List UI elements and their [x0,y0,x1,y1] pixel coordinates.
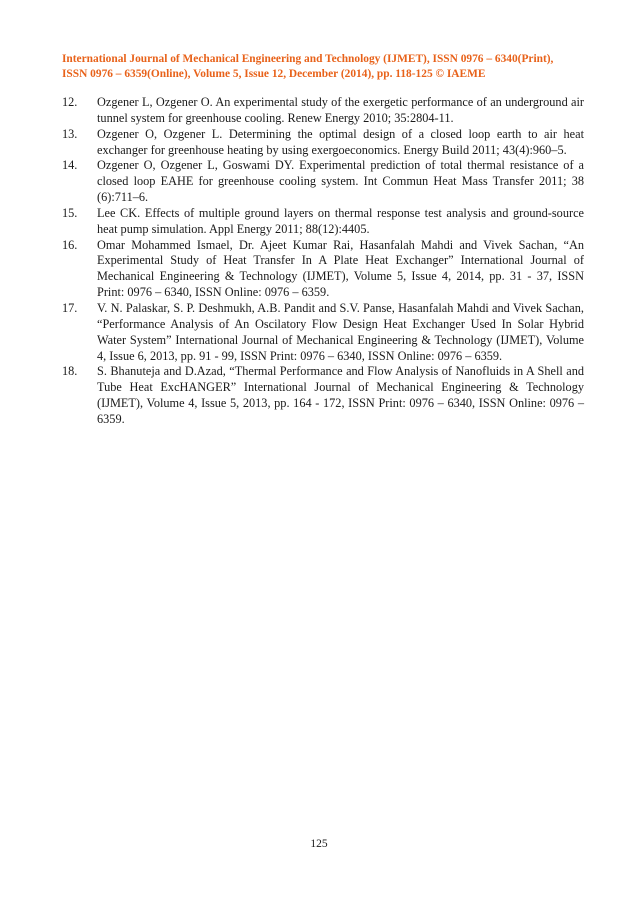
reference-number: 13. [62,126,78,141]
reference-text: Ozgener O, Ozgener L, Goswami DY. Experimental prediction of total thermal resistance of a closed loop EAHE for greenhouse cooling system. Int Commun Heat Mass Transfer 2011; 38 (6):711–6. [97,158,584,205]
reference-text: Omar Mohammed Ismael, Dr. Ajeet Kumar Rai, Hasanfalah Mahdi and Vivek Sachan, “An Experimental Study of Heat Transfer In A Plate Heat Exchanger” International Journal of Mechanical Engineering & Technology (IJMET), Volume 5, Issue 4, 2014, pp. 31 - 37, ISSN Print: 0976 – 6340, ISSN Online: 0976 – 6359. [97,237,584,300]
reference-text: Ozgener L, Ozgener O. An experimental study of the exergetic performance of an underground air tunnel system for greenhouse cooling. Renew Energy 2010; 35:2804-11. [97,95,584,125]
reference-item [62,95,584,127]
reference-text: V. N. Palaskar, S. P. Deshmukh, A.B. Pandit and S.V. Panse, Hasanfalah Mahdi and Vivek Sachan, “Performance Analysis of An Oscilatory Flow Design Heat Exchanger Used In Solar Hybrid Water System” International Journal of Mechanical Engineering & Technology (IJMET), Volume 4, Issue 6, 2013, pp. 91 - 99, ISSN Print: 0976 – 6340, ISSN Online: 0976 – 6359. [97,300,584,363]
reference-number: 16. [62,237,78,252]
reference-text: Ozgener O, Ozgener L. Determining the optimal design of a closed loop earth to air heat exchanger for greenhouse heating by using exergoeconomics. Energy Build 2011; 43(4):960–5. [97,126,584,157]
reference-item [62,238,584,301]
reference-item [62,158,584,206]
reference-item [62,301,584,364]
reference-list [62,95,584,428]
reference-number: 18. [62,364,78,379]
reference-text: S. Bhanuteja and D.Azad, “Thermal Performance and Flow Analysis of Nanofluids in A Shell and Tube Heat ExcHANGER” International Journal of Mechanical Engineering & Technology (IJMET), Volume 4, Issue 5, 2013, pp. 164 - 172, ISSN Print: 0976 – 6340, ISSN Online: 0976 – 6359. [97,364,584,426]
running-header-line-2: ISSN 0976 – 6359(Online), Volume 5, Issue 12, December (2014), pp. 118-125 © IAEME [62,68,486,80]
reference-item [62,364,584,427]
running-header [62,52,582,82]
page-number: 125 [310,838,328,850]
reference-number: 15. [62,205,78,220]
reference-text: Lee CK. Effects of multiple ground layers on thermal response test analysis and ground-source heat pump simulation. Appl Energy 2011; 88(12):4405. [97,205,584,236]
reference-item [62,127,584,159]
reference-number: 17. [62,300,78,315]
reference-number: 14. [62,158,78,173]
running-header-line-1: International Journal of Mechanical Engineering and Technology (IJMET), ISSN 0976 – 6340(Print), [62,53,554,65]
reference-item [62,206,584,238]
reference-number: 12. [62,95,78,109]
